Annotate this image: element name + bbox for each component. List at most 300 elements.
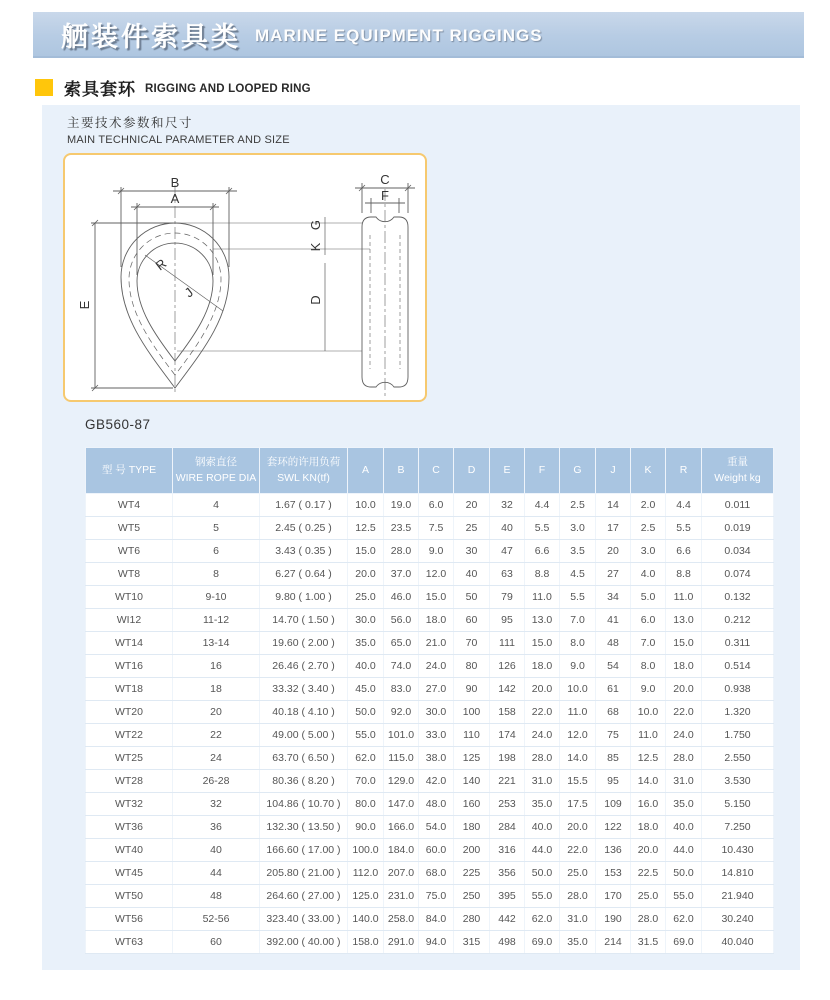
column-header: A (348, 448, 384, 494)
dim-label-e: E (77, 300, 92, 310)
table-cell: 55.0 (348, 724, 384, 747)
table-cell: 280 (454, 908, 490, 931)
table-cell: 250 (454, 885, 490, 908)
dim-label-d: D (308, 295, 323, 305)
table-cell: 35.0 (525, 793, 560, 816)
table-cell: 20.0 (348, 563, 384, 586)
table-cell: 94.0 (419, 931, 454, 954)
table-row (86, 632, 774, 655)
table-cell: 95 (490, 609, 525, 632)
table-row (86, 747, 774, 770)
table-row (86, 885, 774, 908)
table-cell: 253 (490, 793, 525, 816)
table-cell: 12.5 (631, 747, 666, 770)
table-cell: 54.0 (419, 816, 454, 839)
column-header: F (525, 448, 560, 494)
table-cell: 40.0 (666, 816, 702, 839)
table-cell: 26.46 ( 2.70 ) (260, 655, 348, 678)
table-cell: WT18 (86, 678, 173, 701)
table-cell: 68.0 (419, 862, 454, 885)
table-cell: 129.0 (384, 770, 419, 793)
table-cell: 207.0 (384, 862, 419, 885)
table-cell: 22.0 (666, 701, 702, 724)
table-cell: 205.80 ( 21.00 ) (260, 862, 348, 885)
table-body (86, 494, 774, 954)
table-cell: 56.0 (384, 609, 419, 632)
table-cell: 22.0 (525, 701, 560, 724)
table-cell: 6 (173, 540, 260, 563)
table-header-row (86, 448, 774, 494)
table-cell: 2.0 (631, 494, 666, 517)
table-cell: 3.43 ( 0.35 ) (260, 540, 348, 563)
table-cell: 9.0 (560, 655, 596, 678)
table-cell: 174 (490, 724, 525, 747)
table-cell: 8.8 (666, 563, 702, 586)
table-cell: 6.6 (525, 540, 560, 563)
table-cell: 27.0 (419, 678, 454, 701)
table-cell: 26-28 (173, 770, 260, 793)
table-cell: 3.0 (560, 517, 596, 540)
table-row (86, 701, 774, 724)
table-cell: 14.70 ( 1.50 ) (260, 609, 348, 632)
table-cell: 147.0 (384, 793, 419, 816)
table-cell: 42.0 (419, 770, 454, 793)
table-cell: 6.0 (419, 494, 454, 517)
table-cell: 55.0 (666, 885, 702, 908)
table-cell: 35.0 (348, 632, 384, 655)
table-cell: 158 (490, 701, 525, 724)
column-header: J (596, 448, 631, 494)
table-cell: 25 (454, 517, 490, 540)
table-row (86, 931, 774, 954)
table-cell: 395 (490, 885, 525, 908)
table-cell: 47 (490, 540, 525, 563)
table-cell: WT45 (86, 862, 173, 885)
table-cell: 40 (490, 517, 525, 540)
table-cell: 3.5 (560, 540, 596, 563)
table-cell: 0.938 (702, 678, 774, 701)
table-cell: 11.0 (666, 586, 702, 609)
table-row (86, 540, 774, 563)
table-cell: 60 (454, 609, 490, 632)
table-cell: 40.18 ( 4.10 ) (260, 701, 348, 724)
table-cell: 13.0 (525, 609, 560, 632)
table-row (86, 724, 774, 747)
table-cell: 111 (490, 632, 525, 655)
dim-label-r: R (152, 255, 170, 274)
table-cell: 62.0 (525, 908, 560, 931)
table-cell: 31.0 (560, 908, 596, 931)
table-cell: 0.514 (702, 655, 774, 678)
table-row (86, 563, 774, 586)
table-cell: 69.0 (666, 931, 702, 954)
table-cell: 27 (596, 563, 631, 586)
table-cell: 50.0 (348, 701, 384, 724)
table-cell: 80.0 (348, 793, 384, 816)
table-cell: 19.0 (384, 494, 419, 517)
table-cell: 13-14 (173, 632, 260, 655)
table-cell: 21.0 (419, 632, 454, 655)
table-cell: 7.0 (631, 632, 666, 655)
table-cell: 32 (173, 793, 260, 816)
table-cell: WT28 (86, 770, 173, 793)
table-cell: 30.240 (702, 908, 774, 931)
column-header: 重量 Weight kg (702, 448, 774, 494)
table-cell: 0.034 (702, 540, 774, 563)
table-cell: 50.0 (666, 862, 702, 885)
table-cell: 31.5 (631, 931, 666, 954)
table-cell: WT40 (86, 839, 173, 862)
dim-label-j: J (181, 284, 196, 301)
table-cell: WT63 (86, 931, 173, 954)
section-title-zh: 索具套环 (64, 80, 136, 99)
table-cell: 136 (596, 839, 631, 862)
table-cell: 52-56 (173, 908, 260, 931)
table-cell: 166.0 (384, 816, 419, 839)
table-cell: 28.0 (560, 885, 596, 908)
table-cell: 20 (596, 540, 631, 563)
table-row (86, 862, 774, 885)
column-header: D (454, 448, 490, 494)
table-cell: 112.0 (348, 862, 384, 885)
table-cell: 60.0 (419, 839, 454, 862)
table-cell: 1.320 (702, 701, 774, 724)
table-cell: 28.0 (525, 747, 560, 770)
table-cell: 92.0 (384, 701, 419, 724)
table-cell: 122 (596, 816, 631, 839)
table-cell: 24.0 (419, 655, 454, 678)
table-cell: 70 (454, 632, 490, 655)
table-cell: 315 (454, 931, 490, 954)
table-cell: 142 (490, 678, 525, 701)
table-cell: 125.0 (348, 885, 384, 908)
table-cell: 19.60 ( 2.00 ) (260, 632, 348, 655)
table-cell: 158.0 (348, 931, 384, 954)
table-cell: 28.0 (631, 908, 666, 931)
table-row (86, 517, 774, 540)
table-cell: 30 (454, 540, 490, 563)
parameter-note-en: MAIN TECHNICAL PARAMETER AND SIZE (67, 134, 290, 146)
table-cell: 31.0 (525, 770, 560, 793)
table-cell: 190 (596, 908, 631, 931)
banner-title-zh: 舾装件索具类 (61, 21, 241, 52)
table-cell: 0.132 (702, 586, 774, 609)
table-cell: 40.0 (348, 655, 384, 678)
table-cell: 95 (596, 770, 631, 793)
table-cell: 0.074 (702, 563, 774, 586)
table-cell: 40 (173, 839, 260, 862)
table-cell: 36 (173, 816, 260, 839)
table-cell: 8 (173, 563, 260, 586)
table-cell: 63.70 ( 6.50 ) (260, 747, 348, 770)
table-cell: 70.0 (348, 770, 384, 793)
table-cell: 20.0 (560, 816, 596, 839)
parameter-note (67, 113, 290, 146)
table-cell: 291.0 (384, 931, 419, 954)
table-cell: 7.5 (419, 517, 454, 540)
table-cell: 9.0 (419, 540, 454, 563)
table-cell: 40.0 (525, 816, 560, 839)
table-cell: 24.0 (525, 724, 560, 747)
table-cell: 17.5 (560, 793, 596, 816)
table-cell: 24 (173, 747, 260, 770)
table-head (86, 448, 774, 494)
table-cell: 10.430 (702, 839, 774, 862)
table-cell: 4 (173, 494, 260, 517)
table-cell: 23.5 (384, 517, 419, 540)
table-cell: 80.36 ( 8.20 ) (260, 770, 348, 793)
table-cell: 356 (490, 862, 525, 885)
table-cell: 83.0 (384, 678, 419, 701)
table-cell: 80 (454, 655, 490, 678)
table-cell: 184.0 (384, 839, 419, 862)
table-row (86, 586, 774, 609)
table-cell: 38.0 (419, 747, 454, 770)
table-cell: 16.0 (631, 793, 666, 816)
table-cell: 45.0 (348, 678, 384, 701)
table-cell: 2.550 (702, 747, 774, 770)
table-cell: 3.530 (702, 770, 774, 793)
table-cell: 11.0 (631, 724, 666, 747)
table-cell: 2.45 ( 0.25 ) (260, 517, 348, 540)
table-cell: 34 (596, 586, 631, 609)
table-cell: 10.0 (348, 494, 384, 517)
yellow-bullet-icon (35, 79, 53, 96)
dim-label-f: F (381, 188, 389, 203)
table-cell: 63 (490, 563, 525, 586)
table-cell: 10.0 (631, 701, 666, 724)
page-banner (33, 12, 804, 58)
dim-label-k: K (308, 242, 323, 252)
table-cell: 25.0 (348, 586, 384, 609)
table-cell: 21.940 (702, 885, 774, 908)
table-cell: 84.0 (419, 908, 454, 931)
table-cell: 198 (490, 747, 525, 770)
table-cell: 10.0 (560, 678, 596, 701)
table-cell: 13.0 (666, 609, 702, 632)
table-cell: 90.0 (348, 816, 384, 839)
table-cell: WT25 (86, 747, 173, 770)
table-cell: 40 (454, 563, 490, 586)
table-cell: 498 (490, 931, 525, 954)
table-cell: 75.0 (419, 885, 454, 908)
table-cell: WT20 (86, 701, 173, 724)
table-row (86, 678, 774, 701)
table-cell: 20.0 (631, 839, 666, 862)
table-row (86, 494, 774, 517)
table-cell: WT14 (86, 632, 173, 655)
table-cell: 258.0 (384, 908, 419, 931)
table-cell: 140 (454, 770, 490, 793)
table-cell: 2.5 (631, 517, 666, 540)
column-header: B (384, 448, 419, 494)
table-cell: 7.250 (702, 816, 774, 839)
table-cell: 33.0 (419, 724, 454, 747)
table-cell: 49.00 ( 5.00 ) (260, 724, 348, 747)
dim-label-c: C (380, 172, 390, 187)
table-cell: 46.0 (384, 586, 419, 609)
table-cell: 125 (454, 747, 490, 770)
table-cell: 153 (596, 862, 631, 885)
table-cell: 1.67 ( 0.17 ) (260, 494, 348, 517)
table-cell: 4.4 (666, 494, 702, 517)
table-cell: 4.0 (631, 563, 666, 586)
section-title-en: RIGGING AND LOOPED RING (145, 83, 311, 95)
table-cell: 0.011 (702, 494, 774, 517)
table-cell: 11-12 (173, 609, 260, 632)
dim-label-a: A (170, 191, 180, 206)
table-cell: 9.80 ( 1.00 ) (260, 586, 348, 609)
table-cell: 323.40 ( 33.00 ) (260, 908, 348, 931)
table-cell: 22 (173, 724, 260, 747)
table-cell: 11.0 (525, 586, 560, 609)
table-cell: 14.810 (702, 862, 774, 885)
table-cell: 44 (173, 862, 260, 885)
table-cell: 3.0 (631, 540, 666, 563)
table-cell: 50.0 (525, 862, 560, 885)
table-cell: 15.0 (348, 540, 384, 563)
table-cell: 79 (490, 586, 525, 609)
table-cell: 62.0 (666, 908, 702, 931)
table-cell: 17 (596, 517, 631, 540)
table-cell: 44.0 (525, 839, 560, 862)
table-cell: 61 (596, 678, 631, 701)
table-cell: 14.0 (631, 770, 666, 793)
table-cell: 20 (454, 494, 490, 517)
table-cell: 28.0 (384, 540, 419, 563)
standard-code: GB560-87 (85, 417, 151, 432)
table-cell: 5.5 (560, 586, 596, 609)
table-cell: 24.0 (666, 724, 702, 747)
table-cell: 8.0 (560, 632, 596, 655)
table-cell: 180 (454, 816, 490, 839)
table-cell: 264.60 ( 27.00 ) (260, 885, 348, 908)
table-cell: 200 (454, 839, 490, 862)
table-cell: 33.32 ( 3.40 ) (260, 678, 348, 701)
table-cell: 18.0 (631, 816, 666, 839)
table-cell: WT50 (86, 885, 173, 908)
table-cell: 4.4 (525, 494, 560, 517)
table-cell: 0.311 (702, 632, 774, 655)
table-cell: 7.0 (560, 609, 596, 632)
content-panel (42, 105, 800, 970)
table-row (86, 816, 774, 839)
table-cell: 100.0 (348, 839, 384, 862)
column-header: C (419, 448, 454, 494)
table-cell: 110 (454, 724, 490, 747)
table-cell: 11.0 (560, 701, 596, 724)
section-heading (35, 75, 311, 100)
table-cell: 12.5 (348, 517, 384, 540)
table-cell: 30.0 (348, 609, 384, 632)
table-cell: 41 (596, 609, 631, 632)
parameter-note-zh: 主要技术参数和尺寸 (67, 116, 194, 130)
table-cell: 25.0 (631, 885, 666, 908)
table-cell: 126 (490, 655, 525, 678)
table-cell: 74.0 (384, 655, 419, 678)
table-cell: 18.0 (419, 609, 454, 632)
table-cell: 20.0 (525, 678, 560, 701)
table-cell: 48 (173, 885, 260, 908)
table-cell: 115.0 (384, 747, 419, 770)
column-header: E (490, 448, 525, 494)
dim-label-g: G (308, 219, 323, 231)
table-row (86, 655, 774, 678)
table-cell: 101.0 (384, 724, 419, 747)
table-cell: 35.0 (560, 931, 596, 954)
table-cell: WT8 (86, 563, 173, 586)
table-cell: WT56 (86, 908, 173, 931)
rigging-table (85, 447, 774, 954)
table-cell: 9-10 (173, 586, 260, 609)
table-cell: 100 (454, 701, 490, 724)
table-cell: 25.0 (560, 862, 596, 885)
table-cell: 6.27 ( 0.64 ) (260, 563, 348, 586)
table-cell: WT5 (86, 517, 173, 540)
table-cell: 31.0 (666, 770, 702, 793)
table-cell: 9.0 (631, 678, 666, 701)
table-cell: 15.5 (560, 770, 596, 793)
table-cell: 65.0 (384, 632, 419, 655)
table-cell: WT10 (86, 586, 173, 609)
table-row (86, 609, 774, 632)
table-row (86, 839, 774, 862)
table-cell: WT4 (86, 494, 173, 517)
table-row (86, 908, 774, 931)
table-cell: 284 (490, 816, 525, 839)
table-cell: 15.0 (525, 632, 560, 655)
table-cell: 22.5 (631, 862, 666, 885)
table-cell: 90 (454, 678, 490, 701)
table-cell: 20.0 (666, 678, 702, 701)
table-cell: 85 (596, 747, 631, 770)
table-cell: 20 (173, 701, 260, 724)
table-cell: 316 (490, 839, 525, 862)
table-cell: WI12 (86, 609, 173, 632)
table-cell: 170 (596, 885, 631, 908)
table-cell: 0.019 (702, 517, 774, 540)
table-cell: 18.0 (666, 655, 702, 678)
table-cell: 160 (454, 793, 490, 816)
table-cell: 16 (173, 655, 260, 678)
table-cell: 225 (454, 862, 490, 885)
table-cell: 60 (173, 931, 260, 954)
table-cell: 1.750 (702, 724, 774, 747)
table-cell: 14.0 (560, 747, 596, 770)
table-cell: 166.60 ( 17.00 ) (260, 839, 348, 862)
table-cell: 55.0 (525, 885, 560, 908)
table-cell: 8.0 (631, 655, 666, 678)
table-cell: WT16 (86, 655, 173, 678)
table-cell: 22.0 (560, 839, 596, 862)
column-header: G (560, 448, 596, 494)
technical-drawing-box (63, 153, 427, 402)
table-cell: 231.0 (384, 885, 419, 908)
column-header: K (631, 448, 666, 494)
table-cell: 32 (490, 494, 525, 517)
table-cell: 12.0 (419, 563, 454, 586)
table-cell: 132.30 ( 13.50 ) (260, 816, 348, 839)
table-cell: 5.150 (702, 793, 774, 816)
table-cell: 69.0 (525, 931, 560, 954)
column-header: 钢索直径 WIRE ROPE DIA (173, 448, 260, 494)
table-cell: 5.5 (666, 517, 702, 540)
column-header: 套环的许用负荷 SWL KN(tf) (260, 448, 348, 494)
table-cell: 0.212 (702, 609, 774, 632)
table-cell: 15.0 (666, 632, 702, 655)
table-cell: 6.6 (666, 540, 702, 563)
table-cell: 6.0 (631, 609, 666, 632)
